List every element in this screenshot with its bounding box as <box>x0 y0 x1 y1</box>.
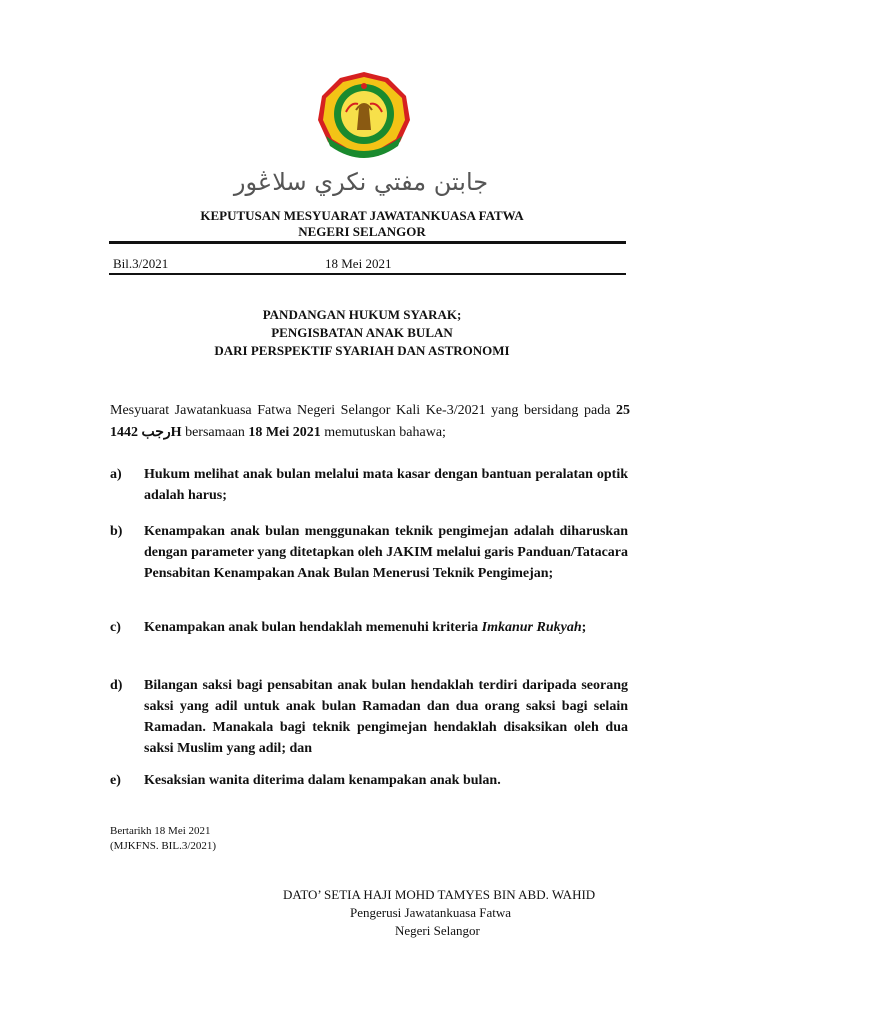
title-line3: DARI PERSPEKTIF SYARIAH DAN ASTRONOMI <box>214 343 510 358</box>
signatory-state: Negeri Selangor <box>395 923 480 938</box>
title-line1: PANDANGAN HUKUM SYARAK; <box>262 307 462 322</box>
title-line2: PENGISBATAN ANAK BULAN <box>271 325 453 340</box>
document-heading-line1: KEPUTUSAN MESYUARAT JAWATANKUASA FATWA <box>200 208 524 223</box>
header-rule-bottom <box>109 273 626 275</box>
signatory-role: Pengerusi Jawatankuasa Fatwa <box>350 905 512 920</box>
intro-paragraph: Mesyuarat Jawatankuasa Fatwa Negeri Selangor Kali Ke-3/2021 yang bersidang pada 25 رجب 1442H bersamaan 18 Mei 2021 memutuskan bahawa; <box>110 403 630 440</box>
svg-text:جابتن مفتي نكري سلاڠور: جابتن مفتي نكري سلاڠور <box>233 168 489 196</box>
signatory-name: DATO’ SETIA HAJI MOHD TAMYES BIN ABD. WAHID <box>283 887 596 902</box>
reference-number: Bil.3/2021 <box>113 256 169 271</box>
header-rule-top <box>109 241 626 244</box>
selangor-mufti-seal-logo <box>316 70 412 160</box>
jawi-calligraphy-logo <box>233 160 489 204</box>
document-heading-line2: NEGERI SELANGOR <box>298 224 426 239</box>
reference-date: 18 Mei 2021 <box>325 256 392 271</box>
dated-line: Bertarikh 18 Mei 2021 <box>110 825 211 837</box>
footer-reference: (MJKFNS. BIL.3/2021) <box>110 840 217 852</box>
